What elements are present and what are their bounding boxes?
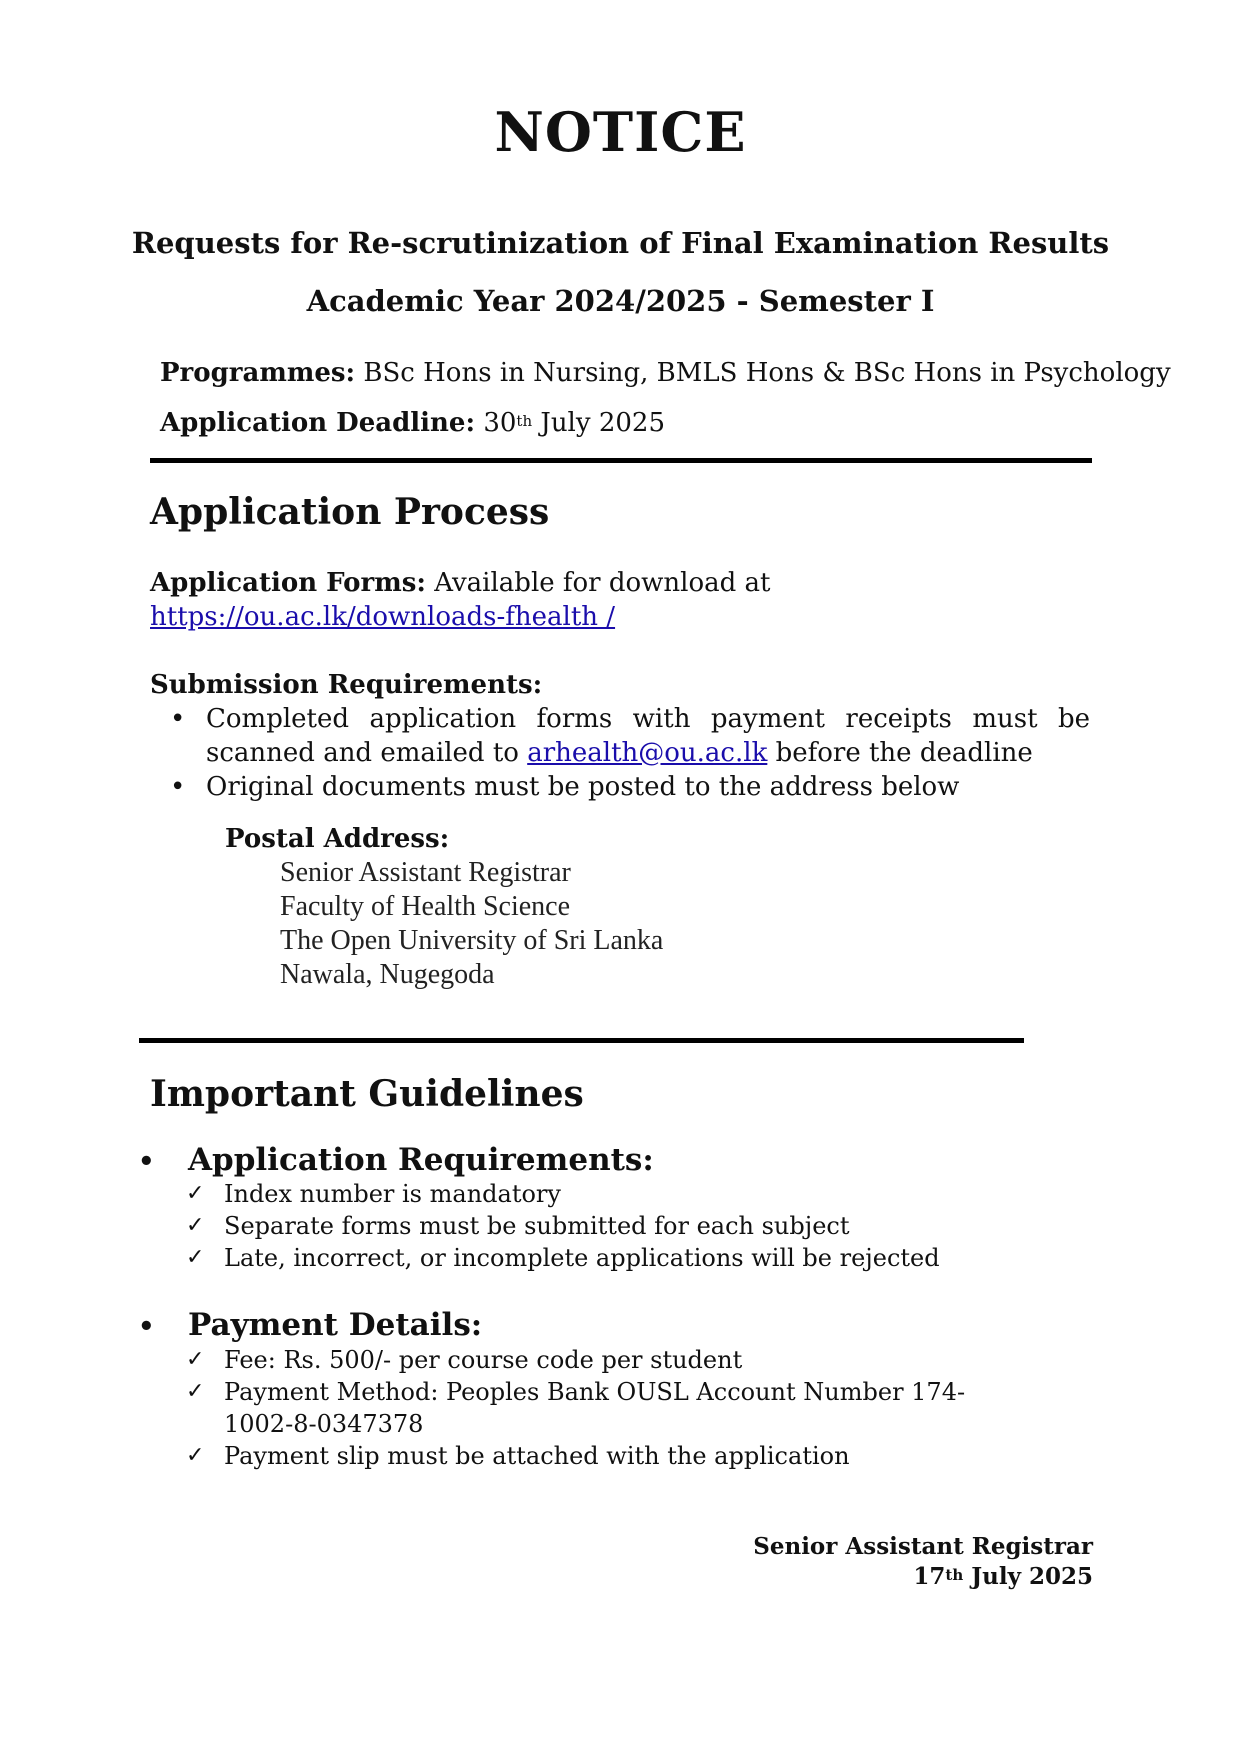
check-icon: ✓ [186,1443,205,1468]
application-forms-label: Application Forms: [150,568,426,598]
deadline-month-year: July 2025 [540,408,665,438]
deadline-line [160,406,665,440]
postal-line: Nawala, Nugegoda [280,959,495,990]
bullet-icon: • [170,704,186,734]
download-link[interactable]: https://ou.ac.lk/downloads-fhealth / [150,602,616,632]
deadline-label: Application Deadline: [160,408,476,438]
list-item [186,1210,1046,1242]
application-requirements-list [186,1178,1046,1274]
check-icon: ✓ [186,1347,205,1372]
submission-item-text: Completed application forms with payment receipts must be scanned and emailed to [206,704,1090,768]
payment-details-list [186,1344,1016,1472]
list-item [186,1344,1016,1376]
email-link[interactable]: arhealth@ou.ac.lk [527,738,768,768]
submission-item-text-end: before the deadline [775,738,1033,768]
important-guidelines-heading: Important Guidelines [150,1073,584,1115]
submission-requirements-label: Submission Requirements: [150,670,543,700]
deadline-day: 30 [483,408,517,438]
check-icon: ✓ [186,1181,205,1206]
payment-text: Payment Method: Peoples Bank OUSL Account Number 174-1002-8-0347378 [224,1378,966,1438]
list-item [186,1242,1046,1274]
requirement-text: Late, incorrect, or incomplete applications will be rejected [224,1244,940,1272]
list-item [186,1376,1016,1440]
signature-date [753,1562,1093,1592]
application-requirements-heading [138,1140,654,1182]
signature-date-day: 17 [913,1563,946,1590]
programmes-value: BSc Hons in Nursing, BMLS Hons & BSc Hons in Psychology [363,358,1171,388]
list-item [186,1440,1016,1472]
divider-top [150,458,1092,463]
requirement-text: Separate forms must be submitted for each subject [224,1212,850,1240]
signature-block [753,1532,1093,1592]
payment-details-heading [138,1305,482,1347]
bullet-icon: • [138,1312,155,1342]
check-icon: ✓ [186,1379,205,1404]
submission-requirements-list [150,702,1090,804]
deadline-suffix: th [516,412,533,430]
payment-text: Payment slip must be attached with the application [224,1442,850,1470]
programmes-line [160,356,1171,390]
programmes-label: Programmes: [160,358,356,388]
signature-date-month-year: July 2025 [971,1563,1093,1590]
notice-title: NOTICE [494,100,747,164]
list-item [150,770,1090,804]
academic-year: Academic Year 2024/2025 - Semester I [306,284,935,318]
list-item [186,1178,1046,1210]
bullet-icon: • [138,1147,155,1177]
postal-address-label: Postal Address: [225,824,450,854]
list-item [150,702,1090,770]
payment-details-label: Payment Details: [188,1307,483,1343]
payment-text: Fee: Rs. 500/- per course code per student [224,1346,743,1374]
postal-line: Faculty of Health Science [280,891,571,922]
application-forms-text: Available for download at [434,568,771,598]
check-icon: ✓ [186,1213,205,1238]
application-requirements-label: Application Requirements: [188,1142,654,1178]
bullet-icon: • [170,772,186,802]
signature-date-suffix: th [945,1566,964,1584]
application-forms-paragraph [150,566,1090,634]
divider-middle [139,1038,1024,1043]
signatory-title: Senior Assistant Registrar [753,1533,1093,1560]
postal-line: Senior Assistant Registrar [280,857,571,888]
postal-address-block [280,856,663,992]
submission-item-text: Original documents must be posted to the address below [206,772,960,802]
requirement-text: Index number is mandatory [224,1180,561,1208]
check-icon: ✓ [186,1245,205,1270]
postal-line: The Open University of Sri Lanka [280,925,664,956]
notice-subtitle: Requests for Re-scrutinization of Final Examination Results [131,226,1110,260]
application-process-heading: Application Process [150,491,550,533]
